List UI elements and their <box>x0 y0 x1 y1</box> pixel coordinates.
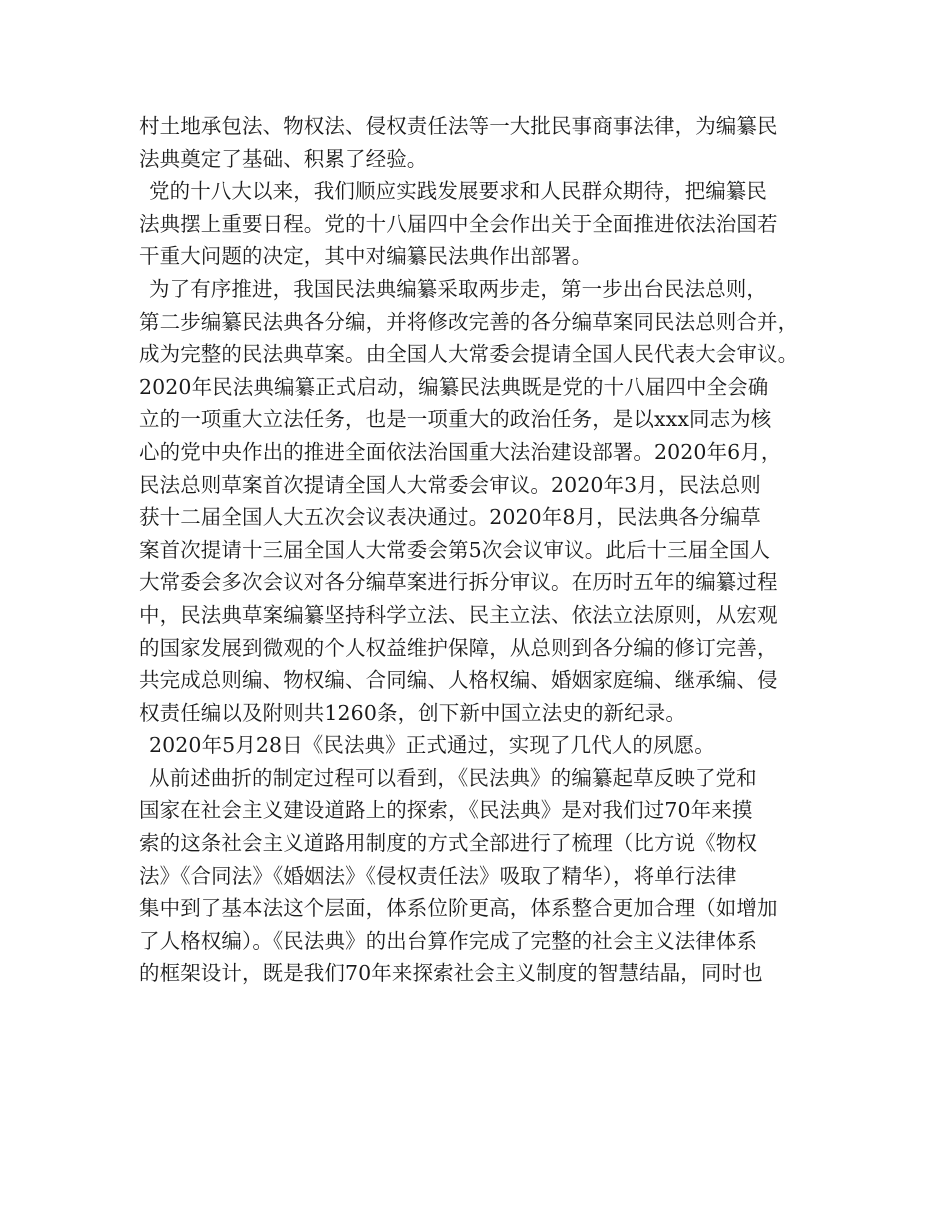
body-text <box>139 110 829 990</box>
text-line: 大常委会多次会议对各分编草案进行拆分审议。在历时五年的编纂过程 <box>139 570 778 595</box>
text-line: 法典摆上重要日程。党的十八届四中全会作出关于全面推进依法治国若 <box>139 211 778 236</box>
text-line: 为了有序推进，我国民法典编纂采取两步走，第一步出台民法总则， <box>149 276 767 301</box>
text-line: 2020年民法典编纂正式启动，编纂民法典既是党的十八届四中全会确 <box>139 374 769 399</box>
text-line: 国家在社会主义建设道路上的探索，《民法典》是对我们过70年来摸 <box>139 798 753 823</box>
text-line: 的国家发展到微观的个人权益维护保障，从总则到各分编的修订完善， <box>139 635 778 660</box>
text-line: 案首次提请十三届全国人大常委会第5次会议审议。此后十三届全国人 <box>139 537 771 562</box>
text-line: 民法总则草案首次提请全国人大常委会审议。2020年3月，民法总则 <box>139 472 761 497</box>
text-line: 成为完整的民法典草案。由全国人大常委会提请全国人民代表大会审议。 <box>139 342 799 367</box>
text-line: 2020年5月28日《民法典》正式通过，实现了几代人的夙愿。 <box>149 733 715 758</box>
text-line: 法典奠定了基础、积累了经验。 <box>139 146 428 171</box>
text-line: 干重大问题的决定，其中对编纂民法典作出部署。 <box>139 244 593 269</box>
text-line: 立的一项重大立法任务，也是一项重大的政治任务，是以xxx同志为核 <box>139 407 772 432</box>
text-line: 中，民法典草案编纂坚持科学立法、民主立法、依法立法原则，从宏观 <box>139 602 778 627</box>
text-line: 了人格权编）。《民法典》的出台算作完成了完整的社会主义法律体系 <box>139 928 758 953</box>
text-line: 心的党中央作出的推进全面依法治国重大法治建设部署。2020年6月， <box>139 439 782 464</box>
text-line: 党的十八大以来，我们顺应实践发展要求和人民群众期待，把编纂民 <box>149 179 767 204</box>
text-line: 索的这条社会主义道路用制度的方式全部进行了梳理（比方说《物权 <box>139 831 757 856</box>
text-line: 法》《合同法》《婚姻法》《侵权责任法》吸取了精华），将单行法律 <box>139 863 737 888</box>
text-line: 的框架设计，既是我们70年来探索社会主义制度的智慧结晶，同时也 <box>139 961 763 986</box>
text-line: 第二步编纂民法典各分编，并将修改完善的各分编草案同民法总则合并， <box>139 309 799 334</box>
text-line: 获十二届全国人大五次会议表决通过。2020年8月，民法典各分编草 <box>139 505 761 530</box>
text-line: 村土地承包法、物权法、侵权责任法等一大批民事商事法律，为编纂民 <box>139 114 778 138</box>
text-line: 权责任编以及附则共1260条，创下新中国立法史的新纪录。 <box>139 700 686 725</box>
text-line: 集中到了基本法这个层面，体系位阶更高，体系整合更加合理（如增加 <box>139 896 778 921</box>
text-line: 从前述曲折的制定过程可以看到，《民法典》的编纂起草反映了党和 <box>149 765 757 790</box>
text-line: 共完成总则编、物权编、合同编、人格权编、婚姻家庭编、继承编、侵 <box>139 668 778 693</box>
